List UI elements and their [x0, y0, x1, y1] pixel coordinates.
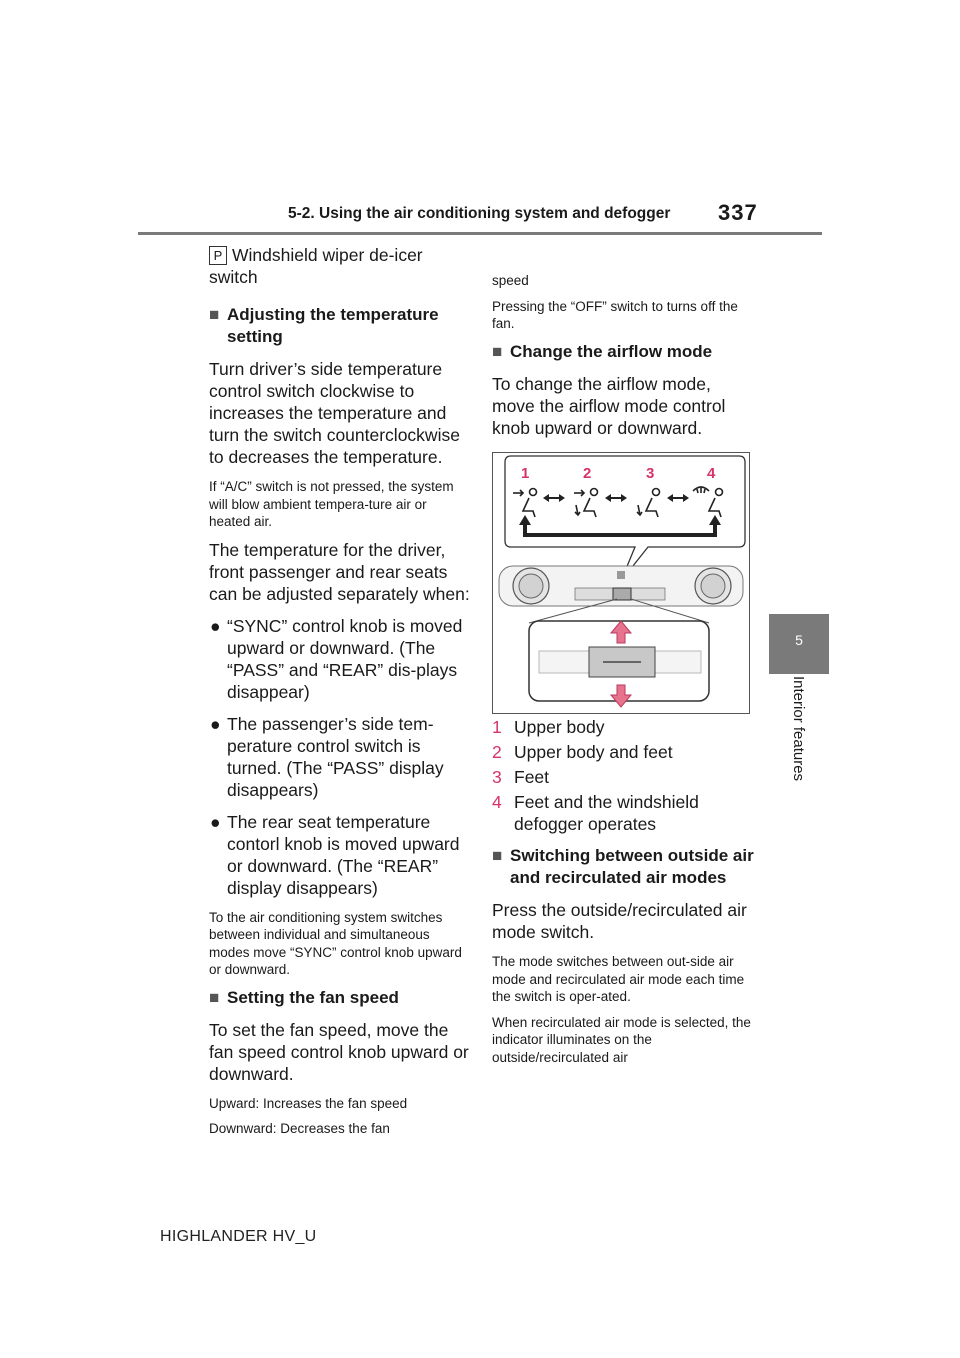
mode-num: 1: [492, 717, 502, 737]
square-bullet-icon: ■: [209, 987, 220, 1007]
airflow-heading-text: Change the airflow mode: [510, 341, 713, 361]
switch-body: Press the outside/recirculated air mode switch.: [492, 900, 747, 942]
bullet-icon: ●: [210, 713, 221, 734]
list-item-text: The rear seat temperature contorl knob is moved upward or downward. (The “REAR” display disappears): [227, 811, 460, 898]
intro-line: [209, 244, 471, 288]
switch-note-2: When recirculated air mode is selected, the indicator illuminates on the outside/recirculated air: [492, 1014, 751, 1065]
square-bullet-icon: ■: [492, 341, 503, 361]
mode-label: Upper body and feet: [514, 742, 673, 762]
fan-heading: [209, 987, 471, 1009]
mode-label: Feet and the windshield defogger operates: [514, 792, 699, 834]
p-badge: P: [209, 246, 227, 265]
mode-num: 3: [492, 767, 502, 787]
callout-3: 3: [646, 465, 655, 482]
mode-label: Feet: [514, 767, 550, 787]
temp-note: If “A/C” switch is not pressed, the system will blow ambient tempera-ture air or heated air.: [209, 479, 454, 529]
mode-item: [492, 791, 754, 835]
fan-body: To set the fan speed, move the fan speed control knob upward or downward.: [209, 1019, 469, 1084]
header-rule: [138, 232, 822, 235]
chapter-label: Interior features: [790, 676, 807, 782]
switch-heading-text: Switching between outside air and recirculated air modes: [510, 846, 754, 887]
airflow-figure: [492, 452, 750, 714]
fan-up-note: Upward: Increases the fan speed: [209, 1095, 408, 1111]
mode-item: [492, 716, 754, 738]
list-item-text: “SYNC” control knob is moved upward or downward. (The “PASS” and “REAR” dis-plays disappear): [227, 615, 463, 702]
airflow-diagram: [493, 453, 749, 713]
footer-model: HIGHLANDER HV_U: [160, 1228, 317, 1245]
list-item: [209, 615, 471, 703]
callout-4: 4: [707, 465, 716, 482]
list-item-text: The passenger’s side tem-perature control switch is turned. (The “PASS” display disappears): [227, 713, 444, 800]
fan-speed-cont: speed: [492, 273, 529, 288]
airflow-body: To change the airflow mode, move the airflow mode control knob upward or downward.: [492, 373, 726, 438]
control-panel: [499, 566, 743, 606]
bullet-icon: ●: [210, 615, 221, 636]
right-column-top: [492, 272, 754, 449]
fan-down-note: Downward: Decreases the fan: [209, 1121, 390, 1136]
mode-num: 4: [492, 792, 502, 812]
sync-note: To the air conditioning system switches between individual and simultaneous modes move “SYNC” control knob upward or downward.: [209, 909, 462, 977]
page-number: 337: [718, 200, 758, 225]
mode-item: [492, 741, 754, 763]
separate-body: The temperature for the driver, front passenger and rear seats can be adjusted separately when:: [209, 539, 470, 604]
switch-heading: [492, 845, 754, 889]
mode-label: Upper body: [514, 717, 605, 737]
temp-heading: [209, 304, 471, 348]
fan-heading-text: Setting the fan speed: [227, 987, 399, 1007]
list-item: [209, 713, 471, 801]
callout-1: 1: [521, 465, 530, 482]
bullet-icon: ●: [210, 811, 221, 832]
section-title: 5-2. Using the air conditioning system and defogger: [288, 205, 671, 222]
chapter-number: 5: [795, 632, 803, 648]
square-bullet-icon: ■: [209, 305, 220, 324]
temp-heading-text: Adjusting the temperature setting: [227, 305, 439, 346]
off-note: Pressing the “OFF” switch to turns off the fan.: [492, 298, 738, 331]
left-column: [209, 244, 471, 1146]
callout-2: 2: [583, 465, 592, 482]
mode-item: [492, 766, 754, 788]
airflow-heading: [492, 341, 754, 363]
mode-num: 2: [492, 742, 502, 762]
intro-text: Windshield wiper de-icer switch: [209, 245, 423, 287]
square-bullet-icon: ■: [492, 846, 503, 865]
temp-body: Turn driver’s side temperature control switch clockwise to increases the temperature and turn the switch counterclockwise to decreases the temperature.: [209, 359, 460, 467]
right-column-bottom: [492, 716, 754, 1074]
list-item: [209, 811, 471, 899]
switch-note-1: The mode switches between out-side air mode and recirculated air mode each time the switch is oper-ated.: [492, 954, 745, 1004]
